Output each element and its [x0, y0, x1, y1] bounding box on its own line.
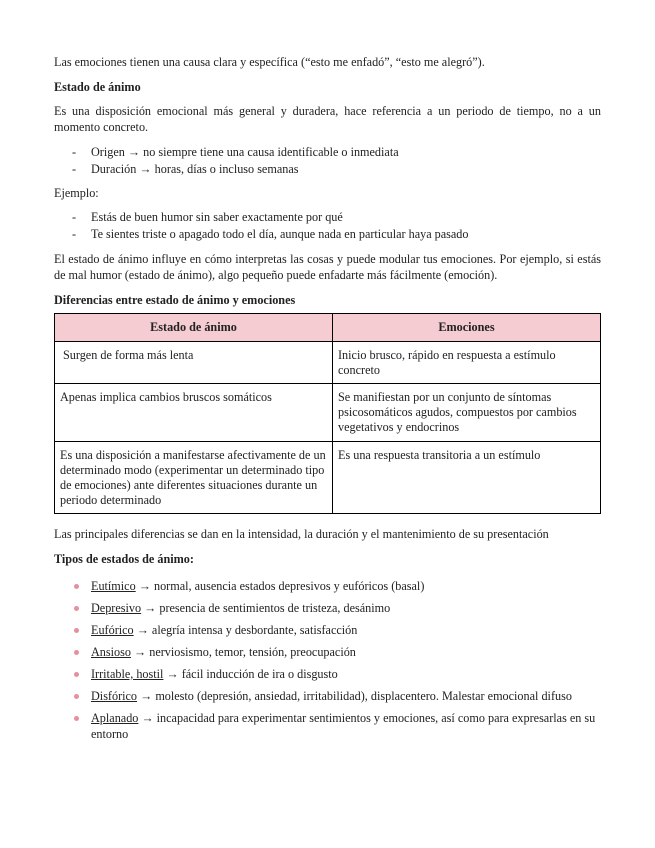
- list-item: [54, 144, 601, 160]
- mood-heading: Estado de ánimo: [54, 80, 141, 94]
- list-item: [54, 209, 601, 225]
- bullet-icon: [74, 694, 79, 699]
- mood-definition: Es una disposición emocional más general y duradera, hace referencia a un periodo de tiempo, no a un momento concreto.: [54, 104, 601, 134]
- influence-paragraph: El estado de ánimo influye en cómo interpretas las cosas y puede modular tus emociones. Por ejemplo, si estás de mal humor (estado de ánimo), algo pequeño puede enfadarte más fácilmente (emoción).: [54, 252, 601, 282]
- list-item: [54, 600, 601, 616]
- differences-table: [54, 313, 601, 514]
- term-description: → presencia de sentimientos de tristeza, desánimo: [141, 601, 391, 615]
- list-item: [54, 622, 601, 638]
- list-item: [54, 161, 601, 177]
- bullet-icon: [74, 650, 79, 655]
- table-cell: Inicio brusco, rápido en respuesta a estímulo concreto: [333, 342, 601, 384]
- bullet-icon: [74, 628, 79, 633]
- term-description: → normal, ausencia estados depresivos y eufóricos (basal): [135, 579, 425, 593]
- differences-heading: Diferencias entre estado de ánimo y emociones: [54, 293, 296, 307]
- list-item: [54, 644, 601, 660]
- types-heading: Tipos de estados de ánimo:: [54, 552, 194, 566]
- mood-types-list: [54, 578, 601, 742]
- table-row: [55, 384, 601, 442]
- term-disforico: Disfórico: [91, 689, 138, 703]
- bullet-icon: [74, 716, 79, 721]
- example-label: Ejemplo:: [54, 186, 99, 200]
- dash-marker: -: [72, 227, 77, 241]
- table-header-emotions: Emociones: [333, 314, 601, 342]
- term-euforico: Eufórico: [91, 623, 134, 637]
- list-item-text: Te sientes triste o apagado todo el día, aunque nada en particular haya pasado: [91, 227, 469, 241]
- term-description: → alegría intensa y desbordante, satisfacción: [133, 623, 358, 637]
- mood-points-list: [54, 144, 601, 177]
- table-header-mood: Estado de ánimo: [55, 314, 333, 342]
- term-description: → molesto (depresión, ansiedad, irritabilidad), displacentero. Malestar emocional difuso: [137, 689, 572, 703]
- table-row: [55, 342, 601, 384]
- list-item-text: Origen → no siempre tiene una causa identificable o inmediata: [91, 145, 399, 159]
- table-cell: Apenas implica cambios bruscos somáticos: [55, 384, 333, 442]
- list-item: [54, 666, 601, 682]
- bullet-icon: [74, 606, 79, 611]
- examples-list: [54, 209, 601, 242]
- table-cell: Se manifiestan por un conjunto de síntomas psicosomáticos agudos, compuestos por cambios vegetativos y endocrinos: [333, 384, 601, 442]
- term-irritable: Irritable, hostil: [91, 667, 164, 681]
- dash-marker: -: [72, 162, 77, 176]
- dash-marker: -: [72, 145, 77, 159]
- table-cell: Es una disposición a manifestarse afectivamente de un determinado modo (experimentar un determinado tipo de emociones) ante diferentes situaciones durante un periodo determinado: [55, 442, 333, 514]
- intro-paragraph: Las emociones tienen una causa clara y específica (“esto me enfadó”, “esto me alegró”).: [54, 55, 485, 69]
- list-item: [54, 226, 601, 242]
- table-row: [55, 442, 601, 514]
- term-description: → fácil inducción de ira o disgusto: [163, 667, 338, 681]
- list-item: [54, 578, 601, 594]
- differences-summary: Las principales diferencias se dan en la intensidad, la duración y el mantenimiento de su presentación: [54, 527, 549, 541]
- table-header-row: [55, 314, 601, 342]
- table-cell: Es una respuesta transitoria a un estímulo: [333, 442, 601, 514]
- term-ansioso: Ansioso: [91, 645, 131, 659]
- term-eutimico: Eutímico: [91, 579, 136, 593]
- list-item: [54, 710, 601, 742]
- bullet-icon: [74, 584, 79, 589]
- term-aplanado: Aplanado: [91, 711, 139, 725]
- term-depresivo: Depresivo: [91, 601, 142, 615]
- list-item-text: Duración → horas, días o incluso semanas: [91, 162, 299, 176]
- dash-marker: -: [72, 210, 77, 224]
- bullet-icon: [74, 672, 79, 677]
- table-cell: Surgen de forma más lenta: [55, 342, 333, 384]
- list-item: [54, 688, 601, 704]
- term-description: → incapacidad para experimentar sentimientos y emociones, así como para expresarlas en su entorno: [91, 711, 596, 741]
- term-description: → nerviosismo, temor, tensión, preocupación: [130, 645, 356, 659]
- list-item-text: Estás de buen humor sin saber exactamente por qué: [91, 210, 343, 224]
